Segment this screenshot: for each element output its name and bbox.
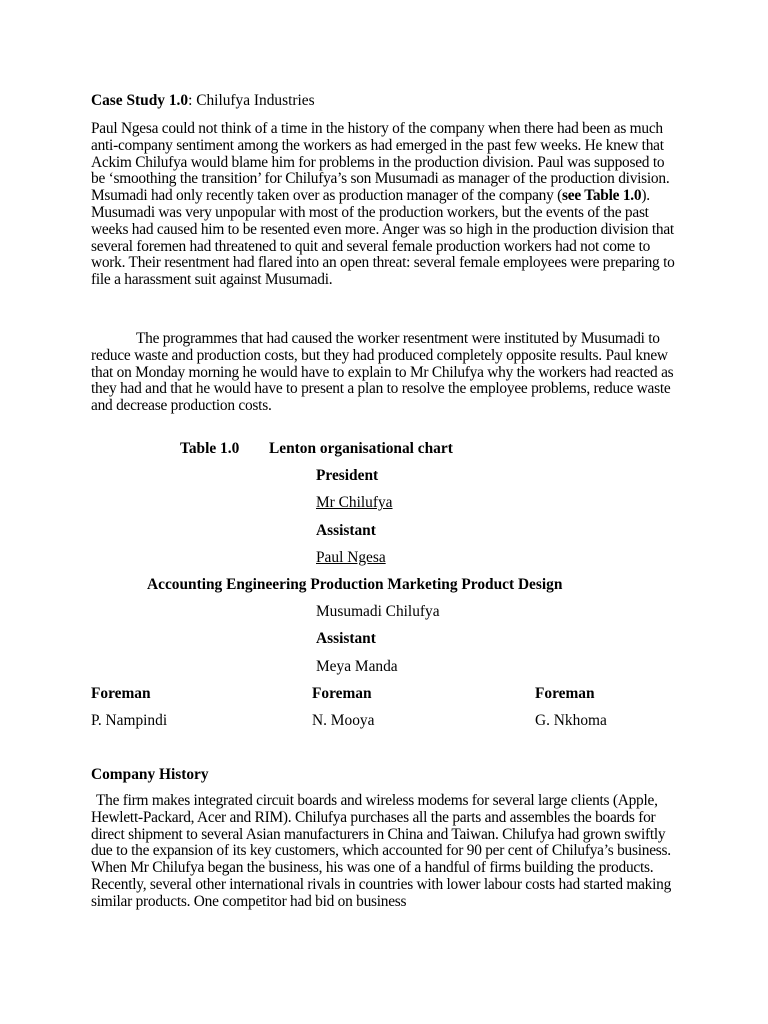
assistant-name: Paul Ngesa xyxy=(316,549,386,566)
foreman-1-name: P. Nampindi xyxy=(91,712,168,729)
case-study-number: Case Study 1.0 xyxy=(91,92,189,109)
foreman-2-name: N. Mooya xyxy=(312,712,375,729)
foreman-2-title: Foreman xyxy=(312,685,372,702)
assistant-title: Assistant xyxy=(316,522,376,539)
case-study-title xyxy=(91,93,315,110)
table-label: Table 1.0 xyxy=(180,440,240,457)
table-reference: see Table 1.0 xyxy=(562,187,642,205)
paragraph-1 xyxy=(91,121,681,289)
production-assistant-name: Meya Manda xyxy=(316,658,398,675)
paragraph-2: The programmes that had caused the worker resentment were instituted by Musumadi to reduce waste and production costs, but they had produced completely opposite results. Paul knew that on Monday morning he would have to explain to Mr Chilufya why the workers had reacted as they had and that he would have to present a plan to resolve the employee problems, reduce waste and decrease production costs. xyxy=(91,330,674,415)
president-title: President xyxy=(316,467,379,484)
paragraph-1-text-a: Paul Ngesa could not think of a time in the history of the company when there had been as much anti-company sentiment among the workers as had emerged in the past few weeks. He knew that Ackim Chilufya would blame him for problems in the production division. Paul was supposed to be ‘smoothing the transition’ for Chilufya’s son Musumadi as manager of the production division. Msumadi had only recently taken over as production manager of the company ( xyxy=(91,120,670,205)
company-history-text: The firm makes integrated circuit boards and wireless modems for several large clients (Apple, Hewlett-Packard, Acer and RIM). Chilufya purchases all the parts and assembles the boards for direct shipment to several Asian manufacturers in China and Taiwan. Chilufya had grown swiftly due to the expansion of its key customers, which accounted for 90 per cent of Chilufya’s business. When Mr Chilufya began the business, his was one of a handful of firms building the products. Recently, several other international rivals in countries with lower labour costs had started making similar products. One competitor had bid on business xyxy=(91,792,672,910)
paragraph-1-text-b: ). Musumadi was very unpopular with most of the production workers, but the events of the past weeks had caused him to be resented even more. Anger was so high in the production division that several foremen had threatened to quit and several female production workers had not come to work. Their resentment had flared into an open threat: several female employees were preparing to file a harassment suit against Musumadi. xyxy=(91,187,675,289)
president-name: Mr Chilufya xyxy=(316,494,393,511)
foreman-3-name: G. Nkhoma xyxy=(535,712,607,729)
foreman-1-title: Foreman xyxy=(91,685,151,702)
departments-row: Accounting Engineering Production Marketing Product Design xyxy=(147,576,563,593)
case-study-name: : Chilufya Industries xyxy=(188,92,315,109)
production-assistant-title: Assistant xyxy=(316,630,376,647)
production-manager-name: Musumadi Chilufya xyxy=(316,603,440,620)
table-title: Lenton organisational chart xyxy=(269,440,453,457)
company-history-heading: Company History xyxy=(91,766,209,783)
foreman-3-title: Foreman xyxy=(535,685,595,702)
